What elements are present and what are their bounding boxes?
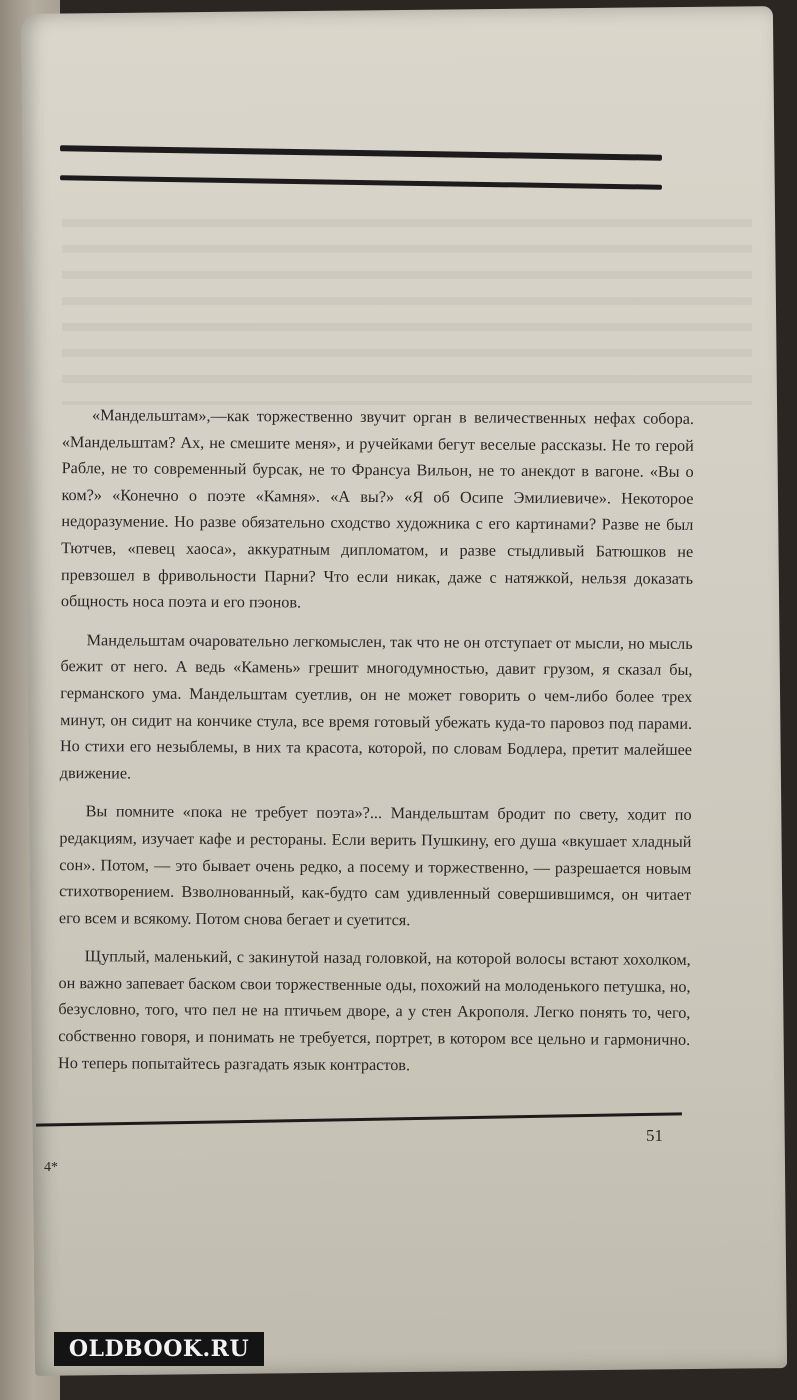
body-text xyxy=(58,402,694,1092)
paragraph-3: Вы помните «пока не требует поэта»?... Мандельштам бродит по свету, ходит по редакциям, изучает кафе и рестораны. Если верить Пушкину, его душа «вкушает хладный сон». Потом, — это бывает очень редко, а посему и торжественно, — разрешается новым стихотворением. Взволнованный, как-будто сам удивленный совершившимся, он читает его всем и всякому. Потом снова бегает и суетится. xyxy=(58,802,692,929)
page-number: 51 xyxy=(646,1126,663,1145)
paragraph-2: Мандельштам очаровательно легкомыслен, так что не он отступает от мысли, но мысль бежит от него. А ведь «Камень» грешит многодумностью, давит грузом, я сказал бы, германского ума. Мандельштам суетлив, он не может говорить о чем-либо более трех минут, он сидит на кончике стула, все время готовый убежать куда-то паровоз под парами. Но стихи его незыблемы, в них та красота, которой, по словам Бодлера, претит малейшее движение. xyxy=(59,630,693,783)
paragraph-4: Щуплый, маленький, с закинутой назад головкой, на которой волосы встают хохолком, он важно запевает баском свои торжественные оды, похожий на молоденького петушка, но, безусловно, того, что пел не на птичьем дворе, а у стен Акрополя. Легко понять то, чего, собственно говоря, и понимать не требуется, портрет, в котором все цельно и гармонично. Но теперь попытайтесь разгадать язык контрастов. xyxy=(58,947,691,1074)
show-through-text xyxy=(62,205,752,405)
watermark-logo: OLDBOOK.RU xyxy=(54,1332,264,1366)
signature-mark: 4* xyxy=(44,1160,58,1175)
paragraph-1: «Мандельштам»,—как торжественно звучит орган в величественных нефах собора. «Мандельштам? Ах, не смешите меня», и ручейками бегут веселые рассказы. Не то герой Рабле, не то современный бурсак, не то Франсуа Вильон, не то анекдот в вагоне. «Вы о ком?» «Конечно о поэте «Камня». «А вы?» «Я об Осипе Эмилиевиче». Некоторое недоразумение. Но разве обязательно сходство художника с его картинами? Разве не был Тютчев, «певец хаоса», аккуратным дипломатом, и разве стыдливый Батюшков не превзошел в фривольности Парни? Что если никак, даже с натяжкой, нельзя доказать общность носа поэта и его пэонов. xyxy=(60,406,695,612)
